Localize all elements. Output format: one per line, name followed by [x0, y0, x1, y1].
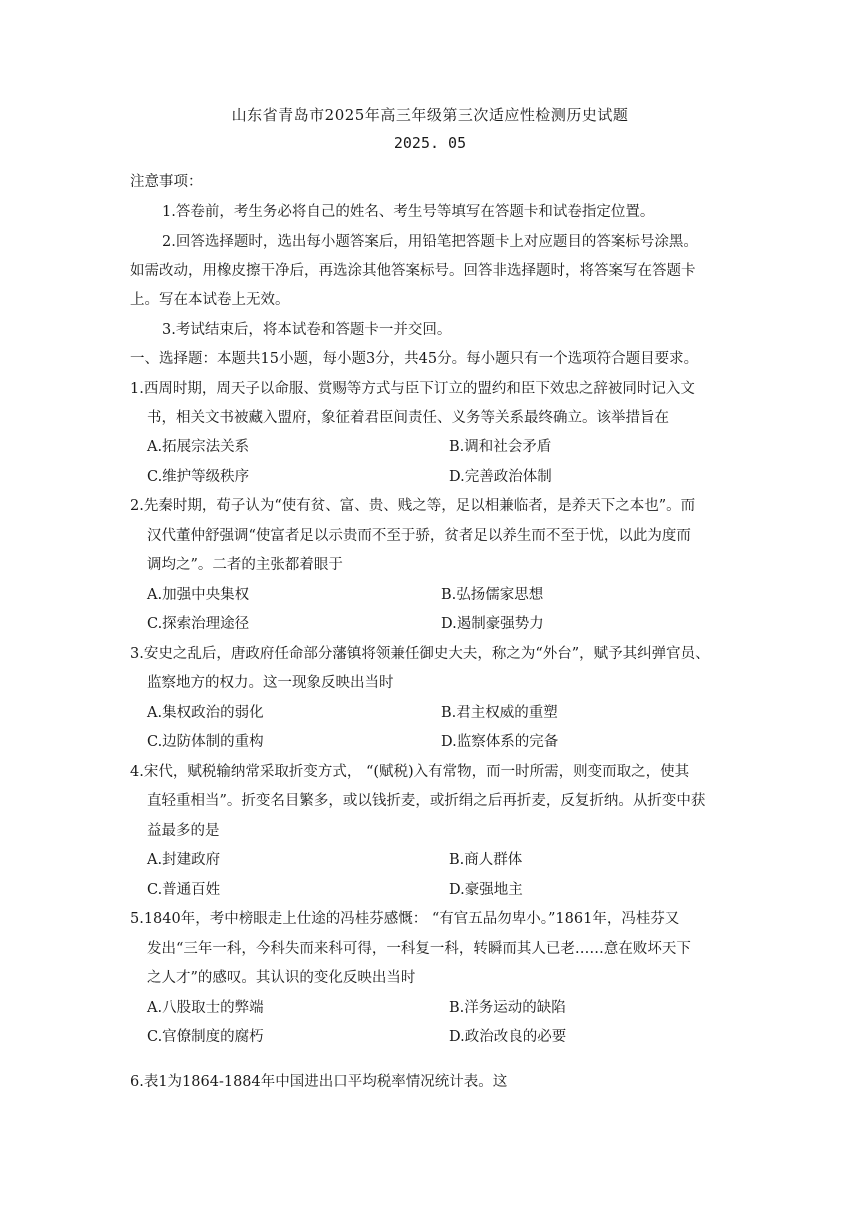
question-2-stem: 汉代董仲舒强调“使富者足以示贵而不至于骄，贫者足以养生而不至于忧，以此为度而	[147, 528, 691, 544]
notice-item: 1.答卷前，考生务必将自己的姓名、考生号等填写在答题卡和试卷指定位置。	[162, 204, 655, 220]
notice-item: 2.回答选择题时，选出每小题答案后，用铅笔把答题卡上对应题目的答案标号涂黑。	[162, 234, 698, 250]
question-4-stem: 4.宋代，赋税输纳常采取折变方式， “(赋税)入有常物，而一时所需，则变而取之，使其	[130, 764, 690, 780]
question-1-stem: 1.西周时期，周天子以命服、赏赐等方式与臣下订立的盟约和臣下效忠之辞被同时记入文	[130, 381, 695, 397]
question-5-option-c: C.官僚制度的腐朽	[147, 1029, 264, 1045]
question-4-option-b: B.商人群体	[449, 852, 523, 868]
question-5-option-d: D.政治改良的必要	[449, 1029, 567, 1045]
question-2-option-a: A.加强中央集权	[147, 587, 250, 603]
notice-item: 如需改动，用橡皮擦干净后，再选涂其他答案标号。回答非选择题时，将答案写在答题卡	[130, 263, 696, 279]
notice-heading: 注意事项：	[130, 174, 203, 190]
question-5-stem: 之人才”的感叹。其认识的变化反映出当时	[147, 970, 416, 986]
question-3-stem: 监察地方的权力。这一现象反映出当时	[147, 675, 394, 691]
page-title: 山东省青岛市2025年高三年级第三次适应性检测历史试题	[231, 106, 629, 124]
section-heading: 一、选择题：本题共15小题，每小题3分，共45分。每小题只有一个选项符合题目要求。	[130, 351, 699, 367]
question-2-option-d: D.遏制豪强势力	[441, 616, 544, 632]
question-2-option-b: B.弘扬儒家思想	[441, 587, 544, 603]
question-4-option-c: C.普通百姓	[147, 882, 221, 898]
question-3-option-d: D.监察体系的完备	[441, 734, 559, 750]
question-4-option-d: D.豪强地主	[449, 882, 523, 898]
question-5-option-a: A.八股取士的弊端	[147, 1000, 264, 1016]
notice-item: 上。写在本试卷上无效。	[130, 292, 290, 308]
question-5-option-b: B.洋务运动的缺陷	[449, 1000, 566, 1016]
question-4-stem: 益最多的是	[147, 823, 220, 839]
question-2-stem: 调均之”。二者的主张都着眼于	[147, 557, 343, 573]
question-3-option-c: C.边防体制的重构	[147, 734, 264, 750]
question-4-option-a: A.封建政府	[147, 852, 221, 868]
question-4-stem: 直轻重相当”。折变名目繁多，或以钱折麦，或折绢之后再折麦，反复折纳。从折变中获	[147, 793, 706, 809]
question-2-option-c: C.探索治理途径	[147, 616, 250, 632]
question-1-option-b: B.调和社会矛盾	[449, 439, 552, 455]
question-3-option-b: B.君主权威的重塑	[441, 705, 558, 721]
question-1-option-c: C.维护等级秩序	[147, 469, 250, 485]
question-6-stem: 6.表1为1864-1884年中国进出口平均税率情况统计表。这	[130, 1074, 508, 1090]
question-3-option-a: A.集权政治的弱化	[147, 705, 264, 721]
question-1-option-a: A.拓展宗法关系	[147, 439, 250, 455]
question-2-stem: 2.先秦时期，荀子认为“使有贫、富、贵、贱之等，足以相兼临者，是养天下之本也”。而	[130, 498, 696, 514]
question-1-option-d: D.完善政治体制	[449, 469, 552, 485]
question-1-stem: 书，相关文书被藏入盟府，象征着君臣间责任、义务等关系最终确立。该举措旨在	[147, 410, 669, 426]
question-5-stem: 5.1840年，考中榜眼走上仕途的冯桂芬感慨： “有官五品勿卑小。”1861年，冯桂芬又	[130, 911, 680, 927]
notice-item: 3.考试结束后，将本试卷和答题卡一并交回。	[162, 322, 452, 338]
question-3-stem: 3.安史之乱后，唐政府任命部分藩镇将领兼任御史大夫，称之为“外台”，赋予其纠弹官员、	[130, 646, 710, 662]
question-5-stem: 发出“三年一科，今科失而来科可得，一科复一科，转瞬而其人已老……意在败坏天下	[147, 941, 691, 957]
exam-date: 2025. 05	[393, 134, 467, 152]
